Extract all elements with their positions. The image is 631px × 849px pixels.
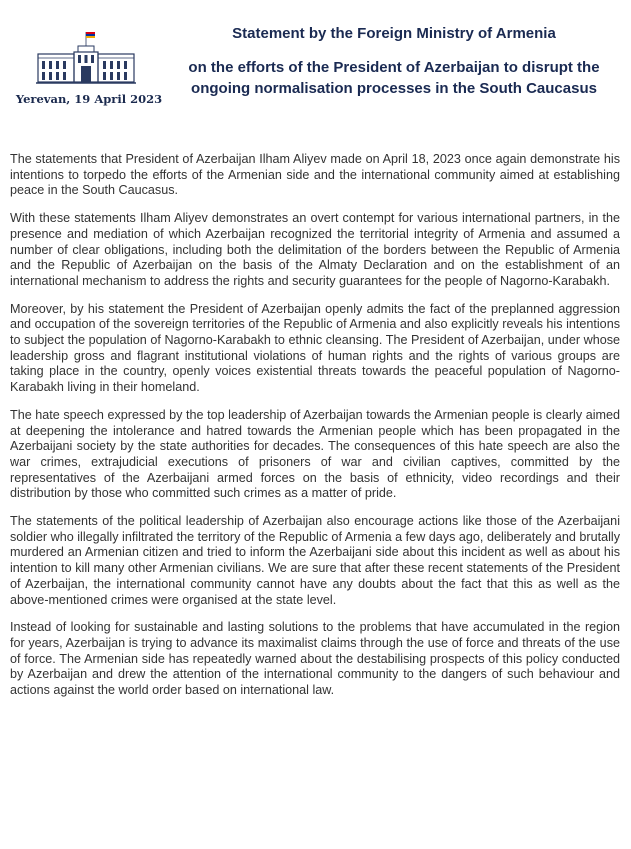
- paragraph: The statements of the political leadership of Azerbaijan also encourage actions like those of the Azerbaijani soldier who illegally infiltrated the territory of the Republic of Armenia a few days ago, deliberately and brutally murdered an Armenian citizen and tried to inform the Azerbaijani side about this incident as well as about his intention to kill many other Armenian civilians. We are sure that after these recent statements of the President of Azerbaijan, the international community cannot have any doubts about the fact that this as well as the above-mentioned crimes were organised at the state level.: [10, 514, 620, 607]
- paragraph: The hate speech expressed by the top leadership of Azerbaijan towards the Armenian people is clearly aimed at deepening the intolerance and hatred towards the Armenian people which has been propagated in the Azerbaijani society by the state authorities for decades. The consequences of this hate speech are also the war crimes, extrajudicial executions of prisoners of war and civilian captives, committed by the representatives of the Azerbaijani armed forces on the basis of ethnicity, video recordings and their distribution by those who committed such crimes as a matter of pride.: [10, 407, 620, 501]
- paragraph: Moreover, by his statement the President of Azerbaijan openly admits the fact of the preplanned aggression and occupation of the sovereign territories of the Republic of Armenia and also explicitly reveals his intentions to subject the population of Nagorno-Karabakh to ethnic cleansing. The President of Azerbaijan, under whose leadership gross and flagrant institutional violations of human rights and the rights of various groups are taking place in the country, openly voices existential threats towards the peaceful population of Nagorno-Karabakh living in their homeland.: [10, 301, 620, 395]
- page-title: Statement by the Foreign Ministry of Armenia: [232, 25, 556, 42]
- paragraph: With these statements Ilham Aliyev demonstrates an overt contempt for various international partners, in the presence and mediation of which Azerbaijan recognized the territorial integrity of Armenia and assumed a number of clear obligations, including both the delimitation of the borders between the Republic of Armenia and the Republic of Azerbaijan on the basis of the Almaty Declaration and on the establishment of an international mechanism to address the rights and security guarantees for the people of Nagorno-Karabakh.: [10, 211, 620, 288]
- statement-date: Yerevan, 19 April 2023: [15, 92, 163, 106]
- government-building-icon: [34, 30, 138, 84]
- paragraph: Instead of looking for sustainable and lasting solutions to the problems that have accumulated in the region for years, Azerbaijan is trying to advance its maximalist claims through the use of force and threats of the use of force. The Armenian side has repeatedly warned about the destabilising prospects of this policy conducted by Azerbaijan and drew the attention of the international community to the dangers of such behaviour and actions against the world order based on international law.: [10, 620, 620, 698]
- page-subtitle: on the efforts of the President of Azerbaijan to disrupt the ongoing normalisation processes in the South Caucasus: [188, 59, 600, 97]
- paragraph: The statements that President of Azerbaijan Ilham Aliyev made on April 18, 2023 once again demonstrate his intentions to torpedo the efforts of the Armenian side and the international community aimed at establishing peace in the South Caucasus.: [10, 152, 620, 198]
- statement-body: [10, 152, 620, 711]
